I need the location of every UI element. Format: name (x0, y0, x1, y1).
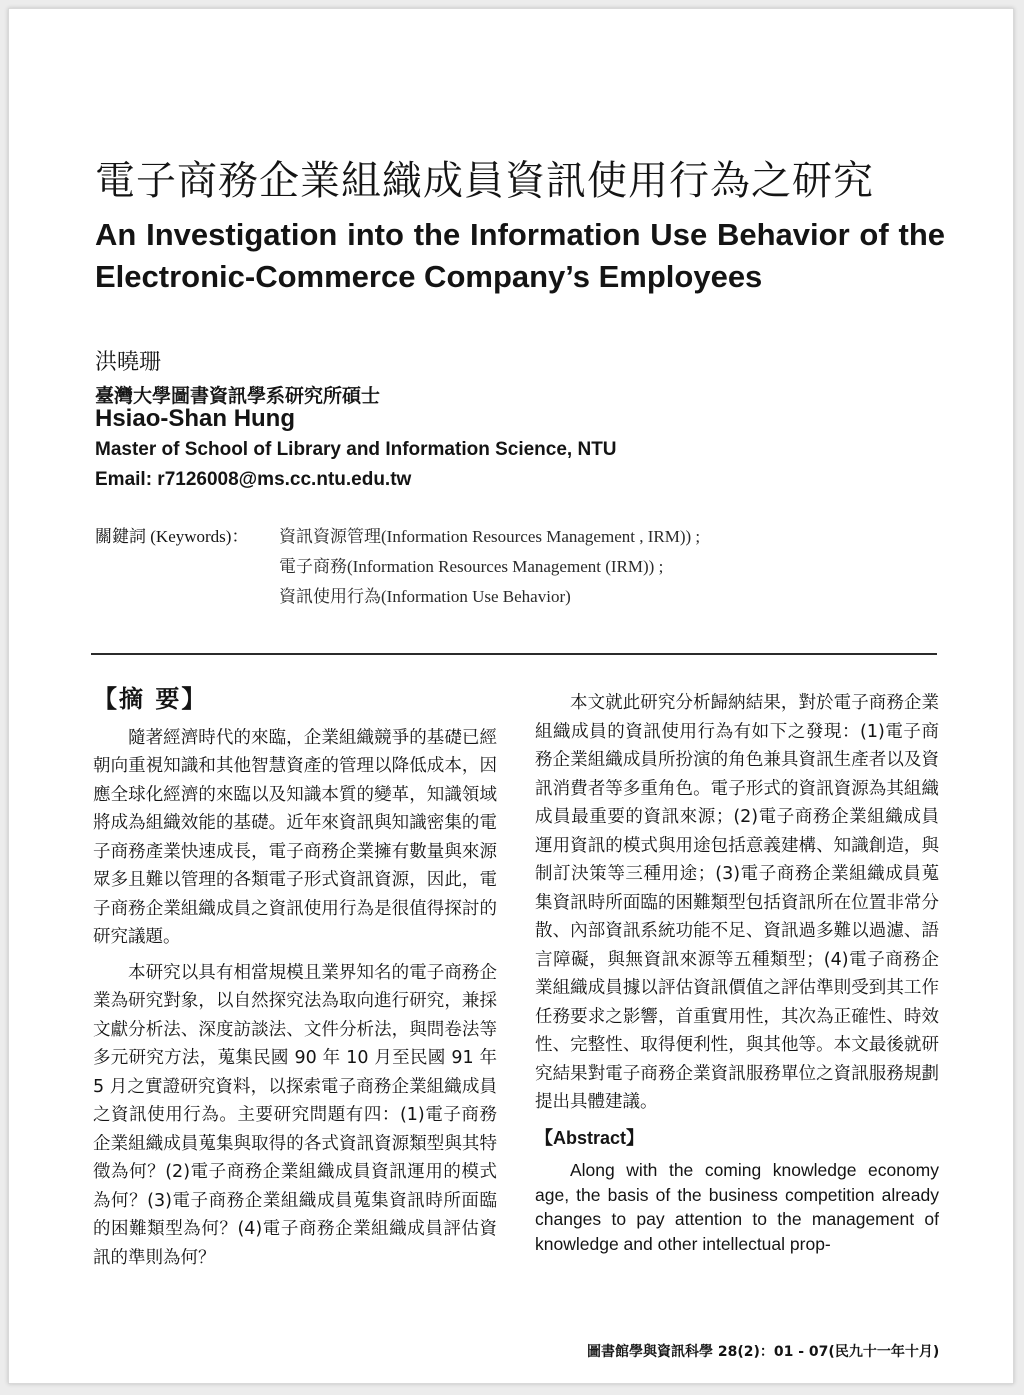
abstract-paragraph: 隨著經濟時代的來臨，企業組織競爭的基礎已經朝向重視知識和其他智慧資產的管理以降低成本，因應全球化經濟的來臨以及知識本質的變革，知識領域將成為組織效能的基礎。近年來資訊與知識密集的電子商務產業快速成長，電子商務企業擁有數量與來源眾多且難以管理的各類電子形式資訊資源，因此，電子商務企業組織成員之資訊使用行為是很值得探討的研究議題。 (93, 727, 497, 947)
abstract-paragraph: 本研究以具有相當規模且業界知名的電子商務企業為研究對象，以自然探究法為取向進行研究，兼採文獻分析法、深度訪談法、文件分析法，與問卷法等多元研究方法，蒐集民國 90 年 10 月至民國 91 年 5 月之實證研究資料，以探索電子商務企業組織成員之資訊使用行為。主要研究問題有四：(1)電子商務企業組織成員蒐集與取得的各式資訊資源類型與其特徵為何？(2)電子商務企業組織成員資訊運用的模式為何？(3)電子商務企業組織成員蒐集資訊時所面臨的困難類型為何？(4)電子商務企業組織成員評估資訊的準則為何？ (93, 962, 497, 1268)
title-chinese: 電子商務企業組織成員資訊使用行為之研究 (95, 158, 874, 204)
abstract-english-heading: 【Abstract】 (535, 1127, 645, 1148)
left-column (93, 685, 497, 1279)
paper-page (8, 8, 1014, 1384)
journal-citation-footer: 圖書館學與資訊科學 28(2)：01 - 07(民九十一年十月) (587, 1344, 940, 1360)
right-column (535, 689, 939, 1263)
keywords-label: 關鍵詞 (Keywords)： (95, 527, 249, 546)
abstract-chinese-heading: 【摘 要】 (93, 685, 208, 713)
section-divider (91, 653, 937, 655)
title-english: An Investigation into the Information Use Behavior of the Electronic-Commerce Company’s Employees (95, 217, 945, 294)
keyword-item: 資訊使用行為(Information Use Behavior) (279, 587, 571, 606)
author-affiliation-english: Master of School of Library and Information Science, NTU (95, 439, 617, 460)
author-affiliation-chinese: 臺灣大學圖書資訊學系研究所碩士 (95, 385, 381, 407)
keyword-item: 電子商務(Information Resources Management (IRM)) ; (279, 557, 664, 576)
abstract-paragraph: 本文就此研究分析歸納結果，對於電子商務企業組織成員的資訊使用行為有如下之發現：(1)電子商務企業組織成員所扮演的角色兼具資訊生產者以及資訊消費者等多重角色。電子形式的資訊資源為其組織成員最重要的資訊來源；(2)電子商務企業組織成員運用資訊的模式與用途包括意義建構、知識創造，與制訂決策等三種用途；(3)電子商務企業組織成員蒐集資訊時所面臨的困難類型包括資訊所在位置非常分散、內部資訊系統功能不足、資訊過多難以過濾、語言障礙，與無資訊來源等五種類型；(4)電子商務企業組織成員據以評估資訊價值之評估準則受到其工作任務要求之影響，首重實用性，其次為正確性、時效性、完整性、取得便利性，與其他等。本文最後就研究結果對電子商務企業資訊服務單位之資訊服務規劃提出具體建議。 (535, 693, 939, 1112)
author-email[interactable]: Email: r7126008@ms.cc.ntu.edu.tw (95, 469, 412, 490)
abstract-english-paragraph: Along with the coming knowledge economy age, the basis of the business competition already changes to pay attention to the management of knowledge and other intellectual prop- (535, 1160, 939, 1254)
author-name-english: Hsiao-Shan Hung (95, 405, 296, 432)
keyword-item: 資訊資源管理(Information Resources Management , IRM)) ; (279, 527, 701, 546)
author-name-chinese: 洪曉珊 (95, 350, 162, 375)
